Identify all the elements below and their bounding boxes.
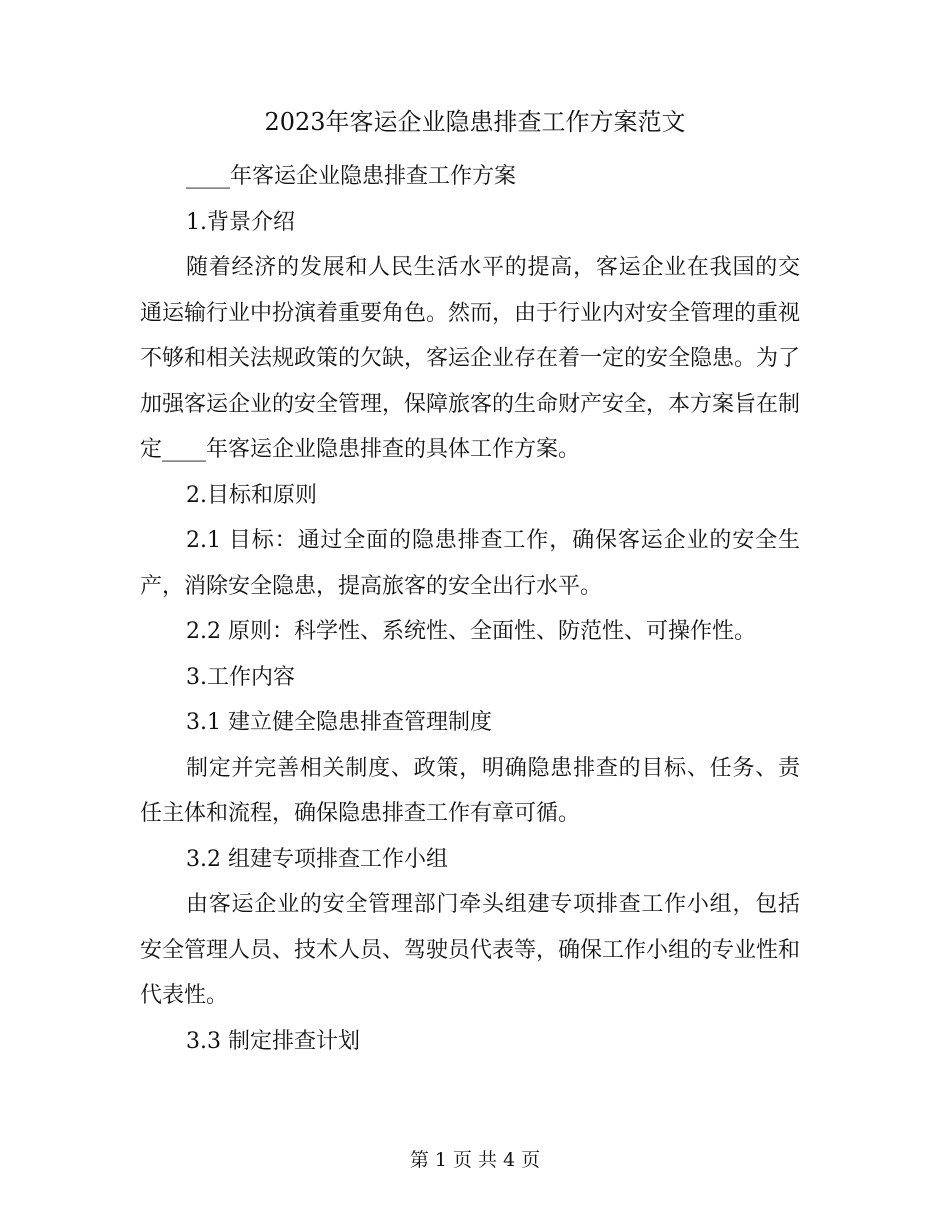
section-heading-background: 1.背景介绍 xyxy=(186,209,295,235)
paragraph-team: 由客运企业的安全管理部门牵头组建专项排查工作小组，包括安全管理人员、技术人员、驾驶员代表等，确保工作小组的专业性和代表性。 xyxy=(140,892,801,1008)
paragraph-principles: 2.2 原则：科学性、系统性、全面性、防范性、可操作性。 xyxy=(186,619,756,644)
section-heading-goals: 2.目标和原则 xyxy=(186,482,317,508)
page-number-footer: 第 1 页 共 4 页 xyxy=(409,1149,541,1171)
paragraph-background: 随着经济的发展和人民生活水平的提高，客运企业在我国的交通运输行业中扮演着重要角色。然而，由于行业内对安全管理的重视不够和相关法规政策的欠缺，客运企业存在着一定的安全隐患。为了加强客运企业的安全管理，保障旅客的生命财产安全，本方案旨在制定____年客运企业隐患排查的具体工作方案。 xyxy=(140,255,801,462)
subsection-heading-system: 3.1 建立健全隐患排查管理制度 xyxy=(186,710,492,735)
paragraph-plan-heading: ____年客运企业隐患排查工作方案 xyxy=(186,164,517,189)
document-body xyxy=(140,154,800,1064)
paragraph-system: 制定并完善相关制度、政策，明确隐患排查的目标、任务、责任主体和流程，确保隐患排查工作有章可循。 xyxy=(140,755,800,826)
subsection-heading-team: 3.2 组建专项排查工作小组 xyxy=(186,846,448,872)
section-heading-work-content: 3.工作内容 xyxy=(186,664,295,690)
document-title: 2023年客运企业隐患排查工作方案范文 xyxy=(264,108,686,136)
paragraph-goal: 2.1 目标：通过全面的隐患排查工作，确保客运企业的安全生产，消除安全隐患，提高旅客的安全出行水平。 xyxy=(140,528,800,599)
subsection-heading-plan: 3.3 制定排查计划 xyxy=(186,1028,360,1054)
